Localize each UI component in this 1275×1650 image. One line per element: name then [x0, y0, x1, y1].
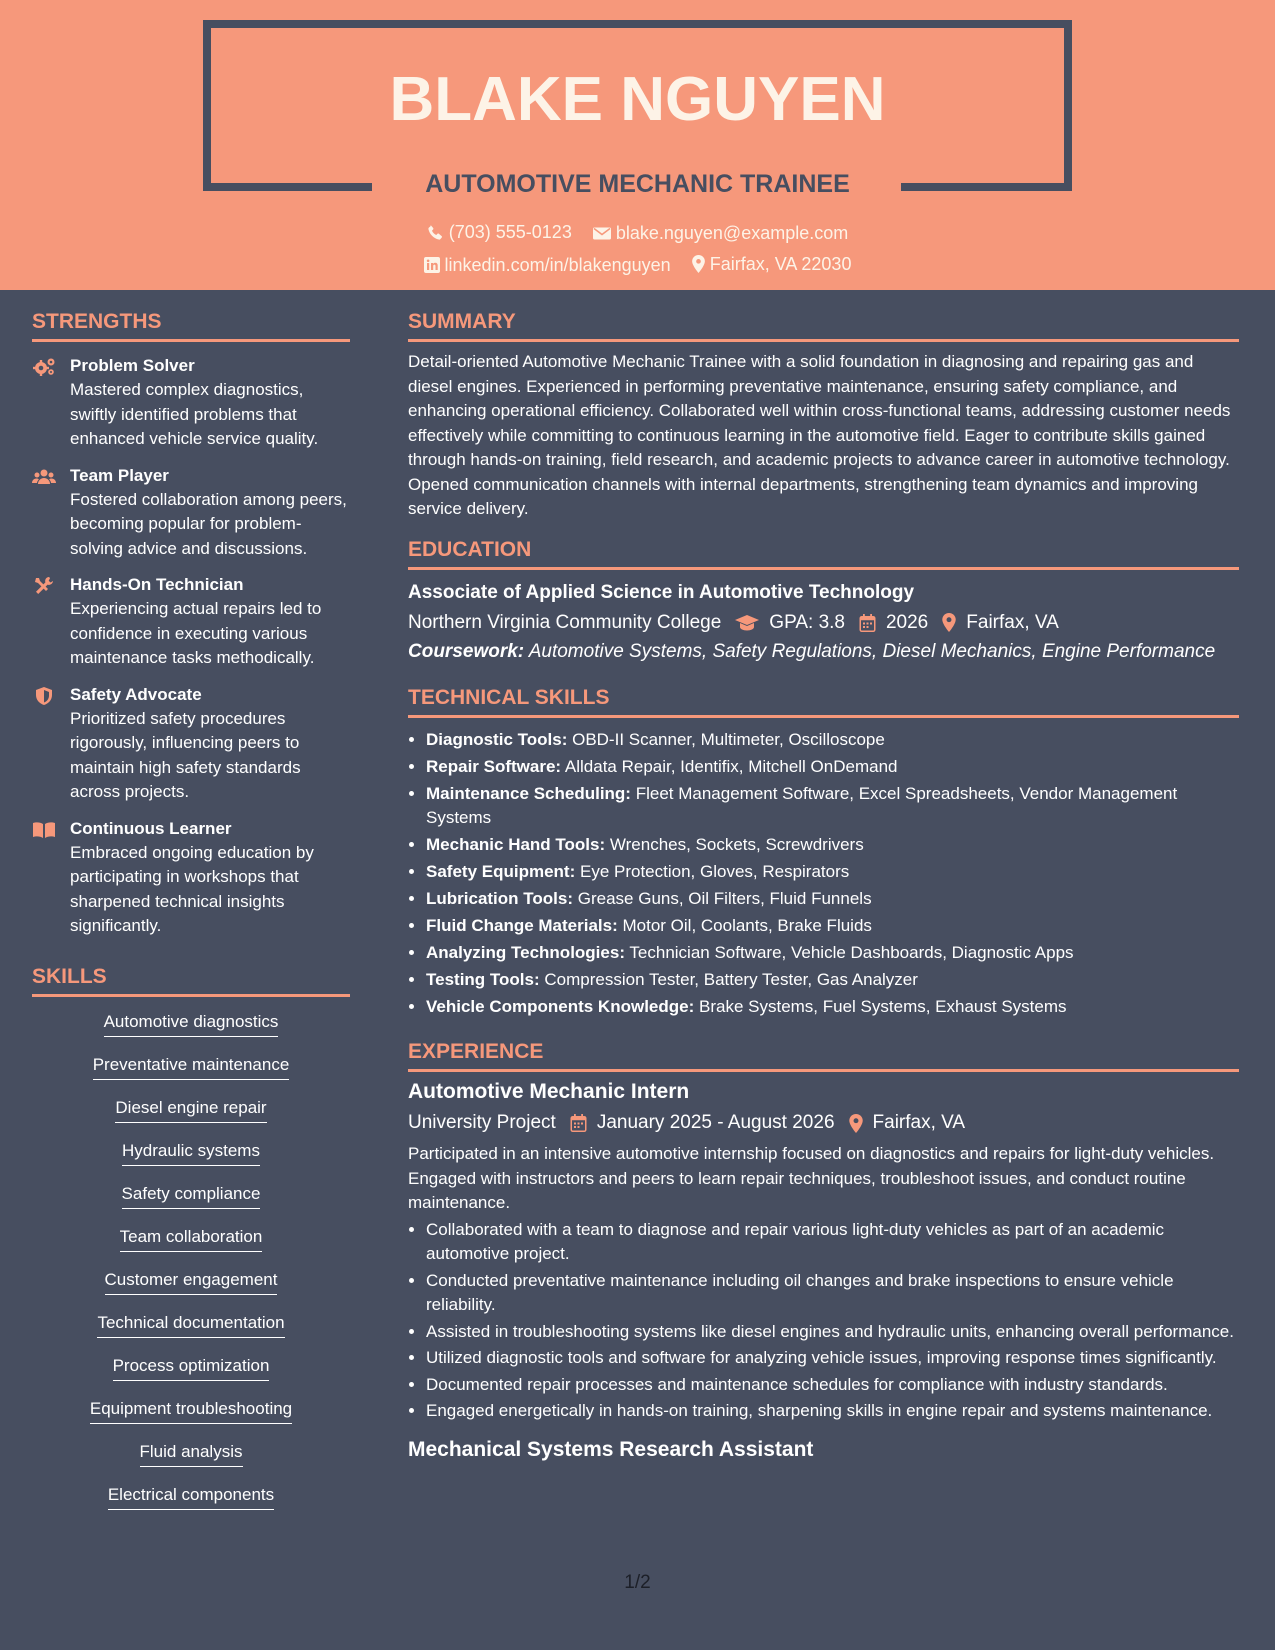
skill-tag: Equipment troubleshooting: [90, 1398, 292, 1424]
tech-skill-label: Mechanic Hand Tools:: [426, 835, 606, 854]
technical-skills-heading: TECHNICAL SKILLS: [408, 684, 1239, 718]
header-banner: [0, 0, 1275, 290]
strength-item: [32, 683, 350, 805]
strength-title: Problem Solver: [70, 356, 195, 375]
list-item: [426, 728, 1239, 753]
linkedin-text: linkedin.com/in/blakenguyen: [444, 255, 671, 275]
linkedin-contact[interactable]: [424, 253, 671, 277]
job-title: Automotive Mechanic Intern: [408, 1080, 690, 1103]
gpa-text: GPA: 3.8: [769, 611, 845, 633]
job-bullets: [408, 1218, 1239, 1424]
tech-skill-label: Repair Software:: [426, 756, 562, 776]
tech-skill-value: Alldata Repair, Identifix, Mitchell OnDemand: [564, 756, 898, 776]
strength-desc: Mastered complex diagnostics, swiftly identified problems that enhanced vehicle service quality.: [70, 380, 319, 448]
email-contact[interactable]: [593, 221, 848, 245]
map-pin-icon: [849, 1114, 863, 1133]
tech-skill-label: Vehicle Components Knowledge:: [426, 997, 695, 1016]
list-item: • Documented repair processes and maintenance schedules for compliance with industry standards.: [426, 1373, 1239, 1398]
list-item: [426, 833, 1239, 858]
calendar-icon: [859, 614, 876, 632]
graduation-cap-icon: [735, 615, 759, 631]
phone-contact[interactable]: [427, 220, 572, 244]
coursework-text: Automotive Systems, Safety Regulations, Diesel Mechanics, Engine Performance: [528, 640, 1216, 662]
skill-tag: Fluid analysis: [140, 1441, 243, 1467]
tech-skill-value: OBD-II Scanner, Multimeter, Oscilloscope: [572, 729, 885, 749]
phone-text: (703) 555-0123: [448, 222, 572, 242]
job-description: Participated in an intensive automotive internship focused on diagnostics and repairs for light-duty vehicles. Engaged with instructors and peers to learn repair techniques, troubleshoot issues, and conduct routine maintenance.: [408, 1144, 1215, 1212]
tech-skill-value: Fleet Management Software, Excel Spreadsheets, Vendor Management Systems: [426, 783, 1178, 827]
strength-desc: Experiencing actual repairs led to confidence in executing various maintenance tasks methodically.: [70, 599, 322, 667]
tech-skill-label: Analyzing Technologies:: [426, 943, 625, 962]
strengths-heading: STRENGTHS: [32, 308, 350, 342]
degree-title: Associate of Applied Science in Automotive Technology: [408, 581, 915, 603]
strength-title: Safety Advocate: [70, 684, 202, 704]
gears-icon: [32, 357, 56, 377]
school-name: Northern Virginia Community College: [408, 611, 722, 633]
strength-item: [32, 464, 350, 562]
tools-icon: [32, 576, 56, 596]
candidate-name: BLAKE NGUYEN: [389, 65, 886, 134]
tech-skill-value: Technician Software, Vehicle Dashboards, Diagnostic Apps: [629, 943, 1074, 962]
candidate-role: AUTOMOTIVE MECHANIC TRAINEE: [425, 170, 850, 198]
tech-skill-value: Wrenches, Sockets, Screwdrivers: [609, 835, 864, 854]
email-text: blake.nguyen@example.com: [615, 223, 849, 243]
education-heading: EDUCATION: [408, 536, 1239, 570]
contact-row-2: [0, 252, 1275, 279]
location-text: Fairfax, VA 22030: [709, 254, 852, 274]
technical-skills-list: [408, 728, 1239, 1020]
strength-title: Continuous Learner: [70, 818, 232, 838]
strength-desc: Fostered collaboration among peers, becoming popular for problem-solving advice and discussions.: [70, 489, 347, 558]
education-meta: [408, 610, 1239, 636]
skill-tag: Preventative maintenance: [93, 1054, 290, 1080]
skill-tag: Team collaboration: [120, 1226, 263, 1252]
tech-skill-value: Compression Tester, Battery Tester, Gas Analyzer: [544, 970, 918, 989]
graduation-year: 2026: [885, 611, 929, 633]
shield-icon: [32, 686, 56, 706]
strength-title: Team Player: [70, 465, 169, 485]
strength-item: [32, 354, 350, 452]
skill-tag: Safety compliance: [122, 1183, 261, 1209]
job-title: Mechanical Systems Research Assistant: [408, 1437, 814, 1461]
tech-skill-label: Safety Equipment:: [426, 862, 576, 881]
job-org: University Project: [408, 1112, 556, 1133]
tech-skill-label: Fluid Change Materials:: [426, 916, 618, 935]
list-item: • Conducted preventative maintenance including oil changes and brake inspections to ensure vehicle reliability.: [426, 1269, 1239, 1318]
job-location: Fairfax, VA: [872, 1112, 966, 1133]
list-item: • Assisted in troubleshooting systems like diesel engines and hydraulic units, enhancing overall performance.: [426, 1320, 1239, 1345]
tech-skill-value: Brake Systems, Fuel Systems, Exhaust Systems: [699, 997, 1067, 1016]
list-item: [426, 755, 1239, 780]
users-icon: [32, 467, 56, 487]
skills-heading: SKILLS: [32, 963, 350, 997]
education-location: Fairfax, VA: [966, 611, 1059, 633]
list-item: [426, 887, 1239, 912]
list-item: [426, 968, 1239, 993]
strength-item: [32, 573, 350, 671]
skill-tag: Customer engagement: [105, 1269, 278, 1295]
list-item: [426, 941, 1239, 966]
coursework-label: Coursework:: [408, 640, 525, 662]
linkedin-icon: [424, 257, 440, 273]
strength-desc: Prioritized safety procedures rigorously, influencing peers to maintain high safety standards across projects.: [70, 708, 301, 801]
map-pin-icon: [692, 255, 705, 273]
list-item: • Utilized diagnostic tools and software for analyzing vehicle issues, improving response times significantly.: [426, 1346, 1239, 1371]
phone-icon: [427, 224, 444, 241]
job-meta: [408, 1110, 1239, 1136]
skill-tag: Process optimization: [113, 1355, 270, 1381]
list-item: • Engaged energetically in hands-on training, sharpening skills in engine repair and systems maintenance.: [426, 1399, 1239, 1424]
tech-skill-value: Motor Oil, Coolants, Brake Fluids: [622, 916, 872, 935]
page-number: 1/2: [624, 1572, 651, 1593]
location-contact: [692, 252, 852, 276]
tech-skill-label: Maintenance Scheduling:: [426, 783, 631, 803]
list-item: • Collaborated with a team to diagnose and repair various light-duty vehicles as part of an academic automotive project.: [426, 1218, 1239, 1267]
tech-skill-label: Lubrication Tools:: [426, 889, 574, 908]
tech-skill-value: Eye Protection, Gloves, Respirators: [579, 862, 850, 881]
contact-row-1: [0, 220, 1275, 247]
skill-tag: Hydraulic systems: [122, 1140, 260, 1166]
book-icon: [32, 820, 56, 840]
summary-heading: SUMMARY: [408, 308, 1239, 342]
experience-heading: EXPERIENCE: [408, 1038, 1239, 1072]
skill-tag: Automotive diagnostics: [104, 1011, 279, 1037]
tech-skill-label: Diagnostic Tools:: [426, 729, 568, 749]
right-column: [408, 290, 1239, 1464]
strength-desc: Embraced ongoing education by participating in workshops that sharpened technical insights significantly.: [70, 842, 314, 935]
strength-item: [32, 817, 350, 939]
skill-tag: Electrical components: [108, 1484, 274, 1510]
strength-title: Hands-On Technician: [70, 575, 244, 594]
list-item: [426, 782, 1239, 831]
skill-tag: Technical documentation: [97, 1312, 284, 1338]
list-item: [426, 914, 1239, 939]
skill-tag: Diesel engine repair: [115, 1097, 266, 1123]
coursework: [408, 640, 1239, 664]
left-column: [32, 290, 350, 1527]
envelope-icon: [593, 226, 611, 241]
summary-text: Detail-oriented Automotive Mechanic Trainee with a solid foundation in diagnosing and repairing gas and diesel engines. Experienced in performing preventative maintenance, ensuring safety compliance, and enhancing operational efficiency. Collaborated well within cross-functional teams, addressing customer needs effectively while committing to continuous learning in the automotive field. Eager to contribute skills gained through hands-on training, field research, and academic projects to advance career in automotive technology. Opened communication channels with internal departments, strengthening team dynamics and improving service delivery.: [408, 352, 1231, 518]
list-item: [426, 995, 1239, 1020]
job-dates: January 2025 - August 2026: [596, 1112, 835, 1133]
calendar-icon: [570, 1114, 587, 1132]
tech-skill-label: Testing Tools:: [426, 970, 540, 989]
map-pin-icon: [942, 613, 956, 632]
tech-skill-value: Grease Guns, Oil Filters, Fluid Funnels: [577, 889, 872, 908]
list-item: [426, 860, 1239, 885]
skills-list: [32, 1011, 350, 1527]
